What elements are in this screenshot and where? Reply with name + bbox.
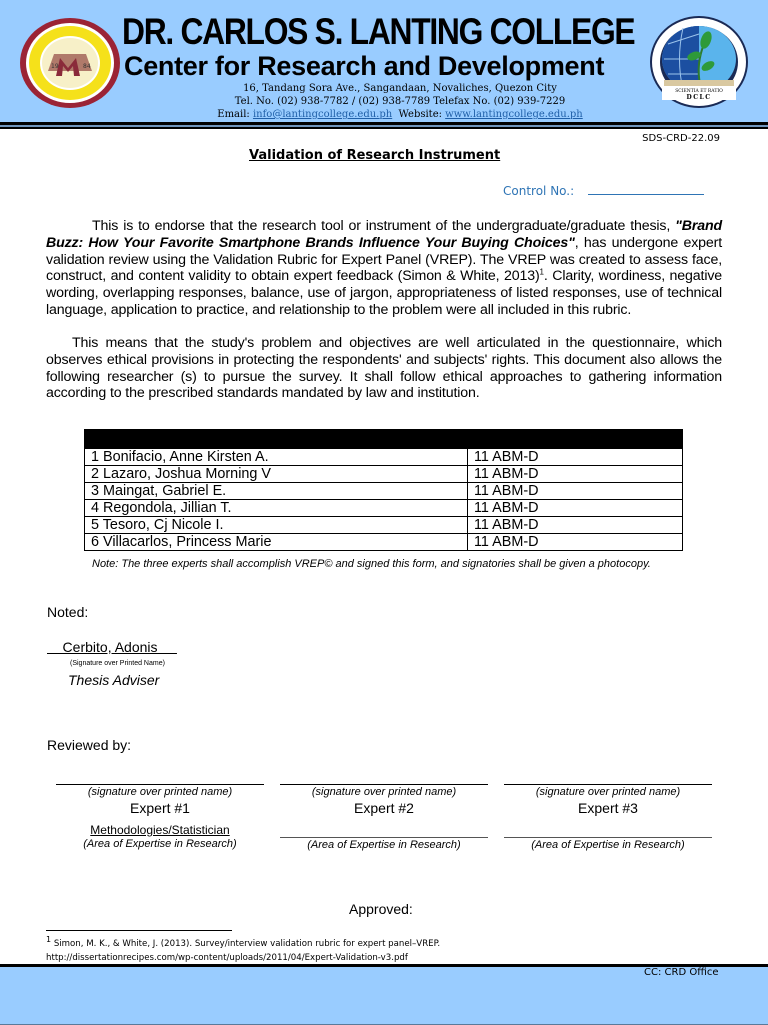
expertise-caption: (Area of Expertise in Research) [307, 839, 461, 851]
signature-caption: (signature over printed name) [311, 786, 457, 798]
research-center-seal-logo [648, 14, 750, 110]
footnote-reference[interactable]: 1 [539, 267, 544, 277]
expertise-area-value: Methodologies/Statistician [90, 823, 230, 837]
expert-title: Expert #2 [354, 800, 414, 816]
expertise-area-line[interactable] [280, 823, 488, 838]
table-row [85, 517, 683, 534]
approved-label: Approved: [349, 901, 413, 917]
table-row [85, 500, 683, 517]
footnote-divider [46, 930, 232, 931]
expertise-area-line[interactable] [504, 823, 712, 838]
phone-numbers: Tel. No. (02) 938-7782 / (02) 938-7789 Telefax No. (02) 939-7229 [234, 96, 566, 107]
svg-text:DCLC: DCLC [686, 94, 712, 101]
signature-caption: (signature over printed name) [87, 786, 233, 798]
rubric-text: , has undergone expert validation review using the Validation Rubric for Expert Panel (VREP). The VREP was created to assess face, construct, and content validity to obtain expert feedback (Simon & White, 2013) [46, 234, 722, 285]
expert-3-block [504, 768, 712, 852]
intro-text: This is to endorse that the research tool or instrument of the undergraduate/graduate thesis, [92, 218, 676, 234]
control-number-label: Control No.: [503, 184, 575, 198]
expert-title: Expert #1 [130, 800, 190, 816]
footnote-citation: Simon, M. K., & White, J. (2013). Survey/interview validation rubric for expert panel–VREP. [51, 939, 441, 949]
researcher-section: 11 ABM-D [468, 466, 683, 483]
researcher-name: 3 Maingat, Gabriel E. [85, 483, 468, 500]
letterhead [0, 0, 768, 122]
header-cell-name [85, 430, 468, 449]
adviser-signature-caption: (Signature over Printed Name) [70, 660, 165, 667]
reviewed-by-label: Reviewed by: [47, 737, 132, 753]
svg-text:19: 19 [51, 63, 59, 70]
expert-3-signature-line[interactable] [504, 768, 712, 785]
control-number-field[interactable] [503, 184, 704, 198]
expert-2-block [280, 768, 488, 852]
address: 16, Tandang Sora Ave., Sangandaan, Novaliches, Quezon City [243, 83, 557, 94]
researchers-table [84, 429, 683, 551]
document-code: SDS-CRD-22.09 [642, 133, 720, 144]
email-link[interactable]: info@lantingcollege.edu.ph [252, 109, 393, 120]
ethics-paragraph [46, 335, 722, 402]
contact-line [200, 108, 600, 121]
center-name: Center for Research and Development [124, 51, 605, 81]
document-title: Validation of Research Instrument [249, 148, 501, 163]
researcher-section: 11 ABM-D [468, 517, 683, 534]
researcher-name: 6 Villacarlos, Princess Marie [85, 534, 468, 551]
adviser-role: Thesis Adviser [68, 672, 160, 688]
svg-text:84: 84 [83, 63, 91, 70]
table-header-row [85, 430, 683, 449]
footnote-url[interactable]: http://dissertationrecipes.com/wp-content/uploads/2011/04/Expert-Validation-v3.pdf [46, 953, 408, 963]
footnote [46, 937, 440, 965]
college-name: DR. CARLOS S. LANTING COLLEGE [122, 11, 635, 52]
expertise-area [56, 823, 264, 837]
researcher-section: 11 ABM-D [468, 449, 683, 466]
table-row [85, 449, 683, 466]
expertise-caption: (Area of Expertise in Research) [83, 838, 237, 850]
endorsement-paragraph [46, 218, 722, 319]
expertise-caption: (Area of Expertise in Research) [531, 839, 685, 851]
noted-label: Noted: [47, 604, 89, 620]
researcher-section: 11 ABM-D [468, 534, 683, 551]
researcher-name: 4 Regondola, Jillian T. [85, 500, 468, 517]
footnote-number: 1 [46, 935, 52, 945]
table-row [85, 534, 683, 551]
researcher-section: 11 ABM-D [468, 500, 683, 517]
researcher-name: 1 Bonifacio, Anne Kirsten A. [85, 449, 468, 466]
ethics-text: This means that the study's problem and objectives are well articulated in the questionnaire, which observes ethical provisions in protecting the respondents' and subjects' rights. This document also allows the following researcher (s) to pursue the survey. It shall follow ethical approaches to gathering information according to the prescribed standards mandated by law and institution. [46, 335, 722, 402]
cc-text: CC: CRD Office [644, 967, 719, 978]
criteria-text: . Clarity, wordiness, negative wording, overlapping responses, balance, use of jargon, appropriateness of listed responses, use of technical language, application to practice, and relationship to the problem were all included in this rubric. [46, 268, 723, 318]
expert-2-signature-line[interactable] [280, 768, 488, 785]
email-label: Email: [217, 109, 253, 120]
header-divider [0, 122, 768, 132]
adviser-name: Cerbito, Adonis [47, 639, 177, 655]
table-row [85, 466, 683, 483]
expert-1-signature-line[interactable] [56, 768, 264, 785]
thesis-title: "Brand Buzz: How Your Favorite Smartphone Brands Influence Your Buying Choices" [46, 218, 722, 251]
college-seal-logo [18, 16, 122, 110]
table-row [85, 483, 683, 500]
researcher-name: 2 Lazaro, Joshua Morning V [85, 466, 468, 483]
website-label: Website: [392, 109, 446, 120]
control-number-input[interactable] [588, 184, 704, 195]
expert-title: Expert #3 [578, 800, 638, 816]
signature-caption: (signature over printed name) [535, 786, 681, 798]
expert-1-block [56, 768, 264, 851]
svg-text:SCIENTIA ET RATIO: SCIENTIA ET RATIO [675, 89, 723, 94]
website-link[interactable]: www.lantingcollege.edu.ph [445, 109, 583, 120]
researcher-section: 11 ABM-D [468, 483, 683, 500]
researcher-name: 5 Tesoro, Cj Nicole I. [85, 517, 468, 534]
header-cell-section [468, 430, 683, 449]
note-text: Note: The three experts shall accomplish VREP© and signed this form, and signatories shall be given a photocopy. [92, 558, 651, 570]
